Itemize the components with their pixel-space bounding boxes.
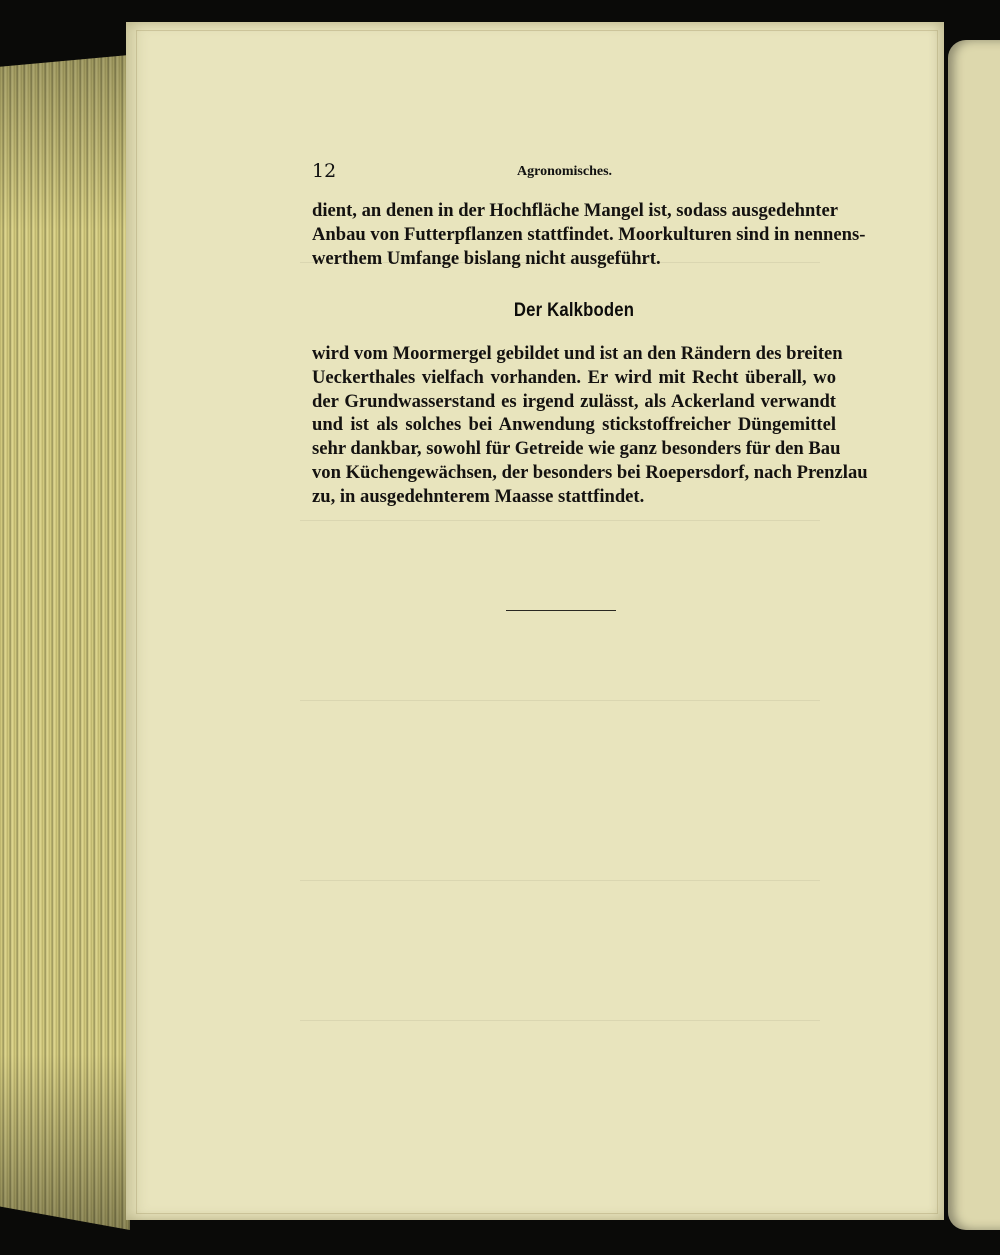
section-heading: Der Kalkboden xyxy=(513,300,635,321)
text-line: Ueckerthales vielfach vorhanden. Er wird mit Recht überall, wo xyxy=(312,366,836,388)
page-number: 12 xyxy=(312,160,337,182)
stacked-page-edges xyxy=(0,55,130,1230)
facing-page-edge xyxy=(948,40,1000,1230)
show-through-line xyxy=(300,520,820,521)
paragraph-1 xyxy=(312,199,866,270)
paragraph-2 xyxy=(312,342,868,509)
text-line: werthem Umfange bislang nicht ausgeführt. xyxy=(312,247,661,269)
text-line: dient, an denen in der Hochfläche Mangel ist, sodass ausgedehnter xyxy=(312,200,838,221)
end-rule-divider xyxy=(506,610,616,611)
text-line: Anbau von Futterpflanzen stattfindet. Moorkulturen sind in nennens- xyxy=(312,223,866,245)
show-through-line xyxy=(300,700,820,701)
text-line: wird vom Moormergel gebildet und ist an den Rändern des breiten xyxy=(312,343,843,364)
show-through-line xyxy=(300,1020,820,1021)
show-through-line xyxy=(300,880,820,881)
text-line: sehr dankbar, sowohl für Getreide wie ganz besonders für den Bau xyxy=(312,438,841,460)
running-head xyxy=(312,160,832,184)
running-head-title: Agronomisches. xyxy=(517,164,613,179)
text-line: und ist als solches bei Anwendung stickstoffreicher Düngemittel xyxy=(312,414,836,436)
text-line: der Grundwasserstand es irgend zulässt, als Ackerland verwandt xyxy=(312,390,836,412)
text-line: von Küchengewächsen, der besonders bei Roepersdorf, nach Prenzlau xyxy=(312,461,868,483)
text-line: zu, in ausgedehnterem Maasse stattfindet. xyxy=(312,485,645,507)
